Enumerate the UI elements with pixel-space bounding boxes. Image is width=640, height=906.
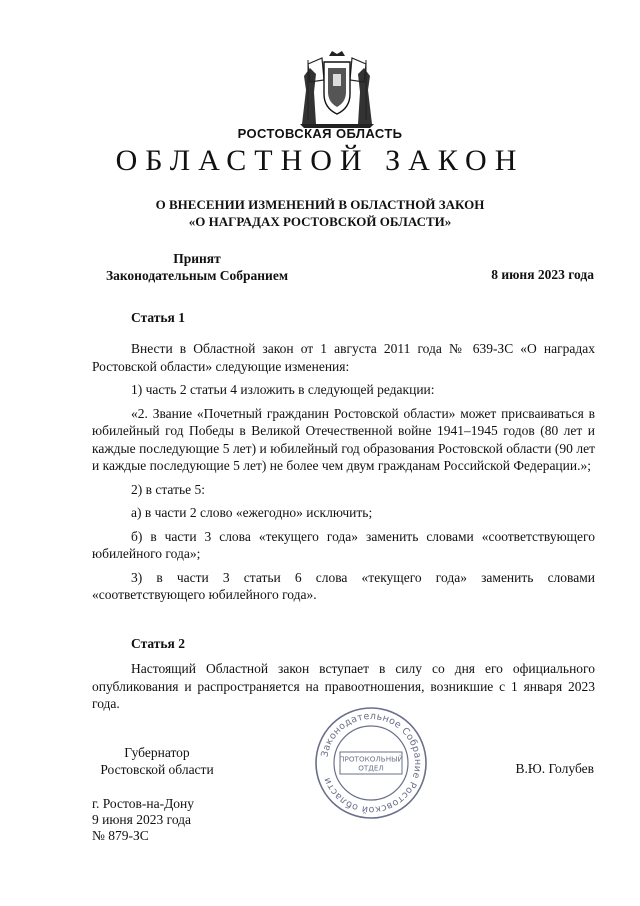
paragraph: Настоящий Областной закон вступает в силу со дня его официального опубликования и распространяется на правоотношения, возникшие с 1 января 2023 года. [92,661,595,711]
coat-of-arms-emblem [292,50,382,128]
stamp-center-line: ПРОТОКОЛЬНЫЙ [339,754,403,764]
subtitle-line: «О НАГРАДАХ РОСТОВСКОЙ ОБЛАСТИ» [188,214,452,229]
paragraph: б) в части 3 слова «текущего года» заменить словами «соответствующего юбилейного года»; [92,528,595,561]
document-subtitle [0,196,640,230]
adoption-line: Принят [173,251,221,266]
footer-number: № 879-ЗС [92,828,149,843]
adoption-block [92,250,302,284]
paragraph: 3) в части 3 статьи 6 слова «текущего года» заменить словами «соответствующего юбилейного года». [92,569,595,602]
stamp-center-line: ОТДЕЛ [358,763,384,773]
article-1-body [92,340,595,604]
adoption-date: 8 июня 2023 года [491,267,594,282]
article-2-heading: Статья 2 [131,636,185,651]
document-footer [92,796,194,844]
footer-city: г. Ростов-на-Дону [92,796,195,811]
official-stamp [312,704,430,822]
signatory-title-line: Ростовской области [100,762,214,777]
signatory-title-line: Губернатор [124,745,190,760]
signatory-title [92,744,222,778]
signatory-name: В.Ю. Голубев [515,761,594,776]
subtitle-line: О ВНЕСЕНИИ ИЗМЕНЕНИЙ В ОБЛАСТНОЙ ЗАКОН [155,197,485,212]
paragraph: а) в части 2 слово «ежегодно» исключить; [131,505,373,520]
article-1-heading: Статья 1 [131,310,185,325]
document-title: ОБЛАСТНОЙ ЗАКОН [115,144,525,177]
stamp-ring-text: Законодательное Собрание Ростовской области [319,710,424,816]
footer-date: 9 июня 2023 года [92,812,192,827]
paragraph: 1) часть 2 статьи 4 изложить в следующей редакции: [131,382,435,397]
paragraph: 2) в статье 5: [131,481,205,497]
adoption-body: Законодательным Собранием [105,268,289,283]
paragraph: Внести в Областной закон от 1 августа 2011 года № 639-ЗС «О наградах Ростовской области» следующие изменения: [92,341,595,374]
paragraph: «2. Звание «Почетный гражданин Ростовской области» может присваиваться в юбилейный год Победы в Великой Отечественной войне 1941–1945 годов (80 лет и каждые последующие 5 лет) и юбилейный год образования Ростовской области (90 лет и каждые последующие 5 лет) не более чем двум гражданам Российской Федерации.»; [92,405,595,473]
region-name: РОСТОВСКАЯ ОБЛАСТЬ [237,126,403,141]
